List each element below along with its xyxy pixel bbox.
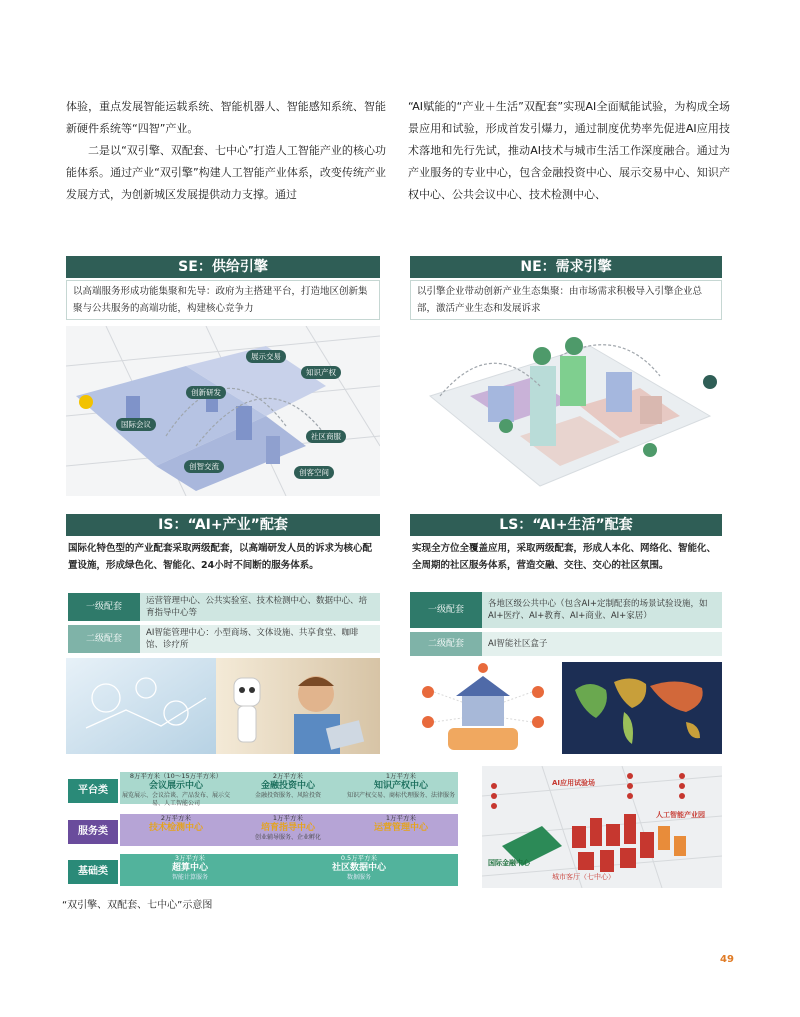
se-tag-3: 创新研发 xyxy=(186,386,226,399)
intro-right-paragraph: “AI赋能的“产业＋生活”双配套”实现AI全面赋能试验，为构成全场景应用和试验，形成首发引爆力，通过制度优势率先促进AI应用技术落地和先行先试，推动AI技术与城市生活工作深度融合。通过为产业服务的专业中心，包含金融投资中心、展示交易中心、知识产权中心、公共会议中心、技术检测中心、 xyxy=(408,100,730,201)
center-operations-name: 运营管理中心 xyxy=(373,823,428,833)
se-tag-7: 创客空间 xyxy=(294,466,334,479)
center-finance-desc: 金融投资服务、风险投资 xyxy=(254,792,321,799)
ne-title: NE：需求引擎 xyxy=(410,256,722,278)
center-community-data-desc: 数据服务 xyxy=(346,874,371,881)
ls-config-row-1 xyxy=(410,592,722,628)
intro-left-column xyxy=(66,96,386,206)
is-description: 国际化特色型的产业配套采取两级配套，以高端研发人员的诉求为核心配置设施，形成绿色化、智能化、24小时不间断的服务体系。 xyxy=(66,538,380,574)
is-config-row-2-text: AI智能管理中心：小型商场、文体设施、共享食堂、咖啡馆、诊疗所 xyxy=(140,625,380,653)
ls-photos-image xyxy=(410,662,722,754)
ls-title: LS：“AI+生活”配套 xyxy=(410,514,722,536)
ls-config-row-2-label: 二级配套 xyxy=(410,632,482,656)
map-label-ai-park: 人工智能产业园 xyxy=(656,811,705,819)
intro-left-paragraph-1: 体验，重点发展智能运载系统、智能机器人、智能感知系统、智能新硬件系统等“四智”产业。 xyxy=(66,100,386,135)
center-finance xyxy=(232,772,344,804)
ls-config-row-1-label: 一级配套 xyxy=(410,592,482,628)
center-community-data-name: 社区数据中心 xyxy=(331,863,386,873)
se-tag-6: 创智交流 xyxy=(184,460,224,473)
se-tag-4: 国际会议 xyxy=(116,418,156,431)
is-title: IS：“AI+产业”配套 xyxy=(66,514,380,536)
is-config-row-2-label: 二级配套 xyxy=(68,625,140,653)
se-tag-2: 知识产权 xyxy=(301,366,341,379)
map-label-city-parlor: 城市客厅（七中心） xyxy=(552,873,615,881)
ne-description: 以引擎企业带动创新产业生态集聚：由市场需求积极导入引擎企业总部，激活产业生态和发展诉求 xyxy=(410,280,722,320)
is-config-row-2 xyxy=(68,625,380,653)
ls-config-row-2-text: AI智能社区盒子 xyxy=(482,632,722,656)
page-number: 49 xyxy=(720,954,734,965)
district-map xyxy=(482,766,722,888)
service-band xyxy=(120,814,458,846)
ls-config-row-2 xyxy=(410,632,722,656)
center-ip-desc: 知识产权交易、商标代理服务、法律服务 xyxy=(346,792,455,799)
ls-description: 实现全方位全覆盖应用，采取两级配套，形成人本化、网络化、智能化、全周期的社区服务体系，营造交融、交往、交心的社区氛围。 xyxy=(410,538,722,574)
category-platform: 平台类 xyxy=(68,779,118,803)
center-exhibition xyxy=(120,772,232,807)
ne-city-model xyxy=(410,326,722,496)
center-testing xyxy=(120,814,232,846)
platform-band xyxy=(120,772,458,807)
map-label-finance: 国际金融中心 xyxy=(488,859,530,867)
is-config-row-1 xyxy=(68,593,380,621)
se-tag-5: 社区商服 xyxy=(306,430,346,443)
is-photos-image xyxy=(66,658,380,754)
ne-illustration xyxy=(410,326,722,496)
figure-caption: “双引擎、双配套、七中心”示意图 xyxy=(62,900,213,911)
center-exhibition-size: 8万平方米（10～15万平方米） xyxy=(129,772,223,780)
center-exhibition-name: 会议展示中心 xyxy=(148,781,203,791)
se-title: SE：供给引擎 xyxy=(66,256,380,278)
center-ip xyxy=(344,772,458,804)
center-testing-size: 2万平方米 xyxy=(160,814,192,822)
se-description: 以高端服务形成功能集聚和先导：政府为主搭建平台，打造地区创新集聚与公共服务的高端功能，构建核心竞争力 xyxy=(66,280,380,320)
center-finance-size: 2万平方米 xyxy=(272,772,304,780)
intro-right-column xyxy=(408,96,730,206)
center-operations-size: 1万平方米 xyxy=(385,814,417,822)
center-supercomputing-size: 3万平方米 xyxy=(174,854,206,862)
se-tag-1: 展示交易 xyxy=(246,350,286,363)
center-supercomputing-name: 超算中心 xyxy=(171,863,208,873)
ls-photo-strip xyxy=(410,662,722,754)
intro-left-paragraph-2: 二是以“双引擎、双配套、七中心”打造人工智能产业的核心功能体系。通过产业“双引擎”构建人工智能产业体系，改变传统产业发展方式，为创新城区发展提供动力支撑。通过 xyxy=(66,144,386,201)
center-testing-name: 技术检测中心 xyxy=(148,823,203,833)
center-supercomputing-desc: 智能计算服务 xyxy=(171,874,208,881)
center-incubation xyxy=(232,814,344,846)
center-ip-name: 知识产权中心 xyxy=(373,781,428,791)
center-incubation-size: 1万平方米 xyxy=(272,814,304,822)
map-label-ai-field: AI应用试验场 xyxy=(552,779,596,787)
center-operations xyxy=(344,814,458,846)
se-illustration xyxy=(66,326,380,496)
category-base: 基础类 xyxy=(68,860,118,884)
center-supercomputing xyxy=(120,854,260,886)
district-map-image xyxy=(482,766,722,888)
is-config-row-1-label: 一级配套 xyxy=(68,593,140,621)
center-ip-size: 1万平方米 xyxy=(385,772,417,780)
ls-config-row-1-text: 各地区级公共中心（包含AI+定制配套的场景试验设施，如AI+医疗、AI+教育、AI+商业、AI+家居） xyxy=(482,592,722,628)
center-finance-name: 金融投资中心 xyxy=(260,781,315,791)
center-community-data xyxy=(260,854,458,886)
base-band xyxy=(120,854,458,886)
center-exhibition-desc: 展览展示、会议洽谈、产品发布、展示交易、人工智能公司 xyxy=(121,792,230,807)
center-incubation-name: 培育指导中心 xyxy=(260,823,315,833)
category-service: 服务类 xyxy=(68,820,118,844)
is-photo-strip xyxy=(66,658,380,754)
is-config-row-1-text: 运营管理中心、公共实验室、技术检测中心、数据中心、培育指导中心等 xyxy=(140,593,380,621)
center-incubation-desc: 创业辅导服务、企业孵化 xyxy=(254,834,321,841)
center-community-data-size: 0.5万平方米 xyxy=(340,854,378,862)
